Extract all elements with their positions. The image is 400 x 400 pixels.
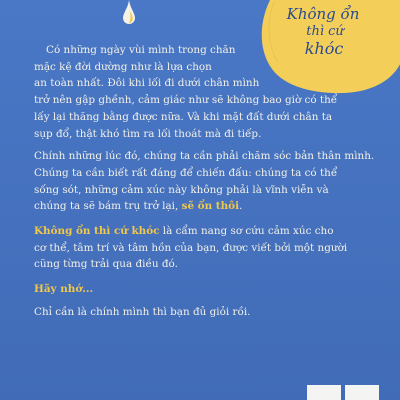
cover-title-line-2: thì cứ [306, 24, 344, 39]
barcode-sticker-right [345, 385, 379, 400]
highlight-remember: Hãy nhớ... [34, 283, 94, 296]
text-line: Chính những lúc đó, chúng ta cần phải chăm sóc bản thân mình. [34, 150, 375, 163]
text-line: sụp đổ, thật khó tìm ra lối thoát mà đi tiếp. [34, 127, 262, 140]
paragraph-intro [34, 42, 374, 142]
text-line: Có những ngày vùi mình trong chăn [46, 44, 236, 56]
text-line: Chúng ta cần biết rất đáng để chiến đấu: chúng ta có thể [34, 166, 338, 179]
text-line [34, 223, 374, 240]
text-segment: . [239, 200, 243, 213]
highlight-book-title: Không ổn thì cứ khóc [34, 225, 160, 238]
text-line: an toàn nhất. Đôi khi lối đi dưới chân mình [34, 77, 260, 90]
text-line: lấy lại thăng bằng được nữa. Và khi mặt đất dưới chân ta [34, 110, 333, 123]
text-line: trở nên gập ghềnh, cảm giác như sẽ không bao giờ có thể [34, 94, 338, 107]
paragraph-closing [34, 304, 374, 321]
text-line: sống sót, những cảm xúc này không phải là vĩnh viễn và [34, 183, 329, 196]
cover-title-line-3: khóc [304, 39, 344, 58]
barcode-sticker-left [307, 385, 341, 400]
paragraph-book-intro [34, 223, 374, 273]
text-segment: chúng ta sẽ bám trụ trở lại, [34, 200, 182, 213]
highlight-se-on-thoi: sẽ ổn thôi [181, 200, 240, 213]
text-line: Chỉ cần là chính mình thì bạn đủ giỏi rồi. [34, 305, 251, 318]
text-line [34, 198, 374, 215]
paragraph-self-care [34, 148, 374, 215]
text-line: mặc kệ đời dường như là lựa chọn [34, 60, 212, 73]
cover-title-line-1: Không ổn [286, 5, 360, 23]
text-segment: là cẩm nang sơ cứu cảm xúc cho [159, 225, 334, 238]
text-line: cơ thể, tâm trí và tâm hồn của bạn, được viết bởi một người [34, 241, 348, 254]
back-cover-text [34, 42, 374, 321]
text-line: cũng từng trải qua điều đó. [34, 258, 178, 271]
paragraph-remember [34, 281, 374, 298]
water-drop-icon [122, 0, 136, 26]
